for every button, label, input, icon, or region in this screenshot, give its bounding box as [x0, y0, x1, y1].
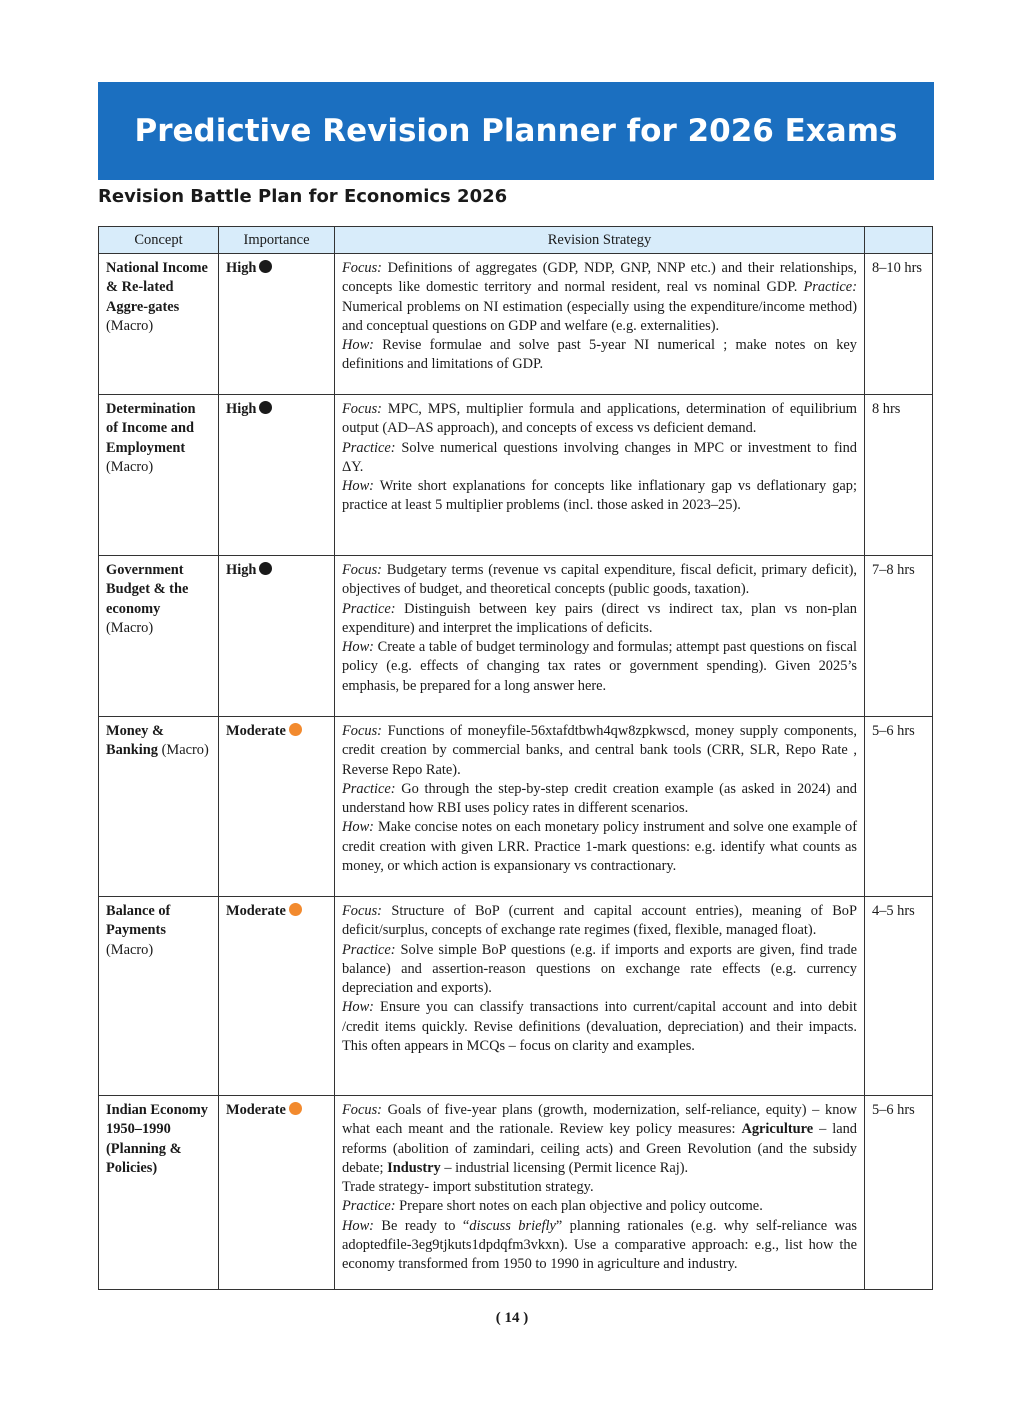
hours-cell: 5–6 hrs [865, 717, 933, 897]
hours-cell: 7–8 hrs [865, 556, 933, 717]
strategy-text: Structure of BoP (current and capital account entries), meaning of BoP deficit/surplus, concepts of exchange rate regimes (fixed, flexible, managed float). [342, 903, 857, 939]
concept-scope: (Macro) [106, 458, 154, 475]
strategy-text: Trade strategy- import substitution strategy. [342, 1179, 594, 1196]
strategy-cell [335, 1096, 865, 1290]
column-header-concept: Concept [99, 227, 219, 254]
table-row [99, 556, 933, 717]
concept-name: National Income & Re-lated Aggre-gates [106, 260, 208, 315]
concept-name: Balance of Payments [106, 903, 171, 939]
strategy-text: Goals of five-year plans (growth, modernization, self-reliance, equity) – know what each meant and the rationale. Review key policy measures: [342, 1102, 857, 1138]
importance-cell [219, 395, 335, 556]
strategy-text: Go through the step-by-step credit creation example (as asked in 2024) and understand how RBI uses policy rates in different scenarios. [342, 780, 857, 817]
importance-dot-icon [259, 260, 272, 273]
strategy-label: How: [342, 1217, 374, 1234]
strategy-label: Practice: [342, 439, 396, 456]
strategy-label: Focus: [342, 260, 382, 276]
strategy-label: Focus: [342, 1102, 382, 1118]
importance-dot-icon [259, 562, 272, 575]
strategy-label: Focus: [342, 562, 382, 578]
strategy-label: Practice: [803, 279, 857, 296]
column-header-strategy: Revision Strategy [335, 227, 865, 254]
hours-cell: 5–6 hrs [865, 1096, 933, 1290]
strategy-text: Solve simple BoP questions (e.g. if imports and exports are given, find trade balance) and assertion-reason questions on exchange rate effects (e.g. currency depreciation and exports). [342, 941, 857, 997]
table-body [99, 254, 933, 1290]
strategy-label: Focus: [342, 723, 382, 739]
strategy-label: Focus: [342, 401, 382, 417]
importance-dot-icon [289, 1102, 302, 1115]
strategy-label: Focus: [342, 903, 382, 919]
strategy-text: Definitions of aggregates (GDP, NDP, GNP, NNP etc.) and their relationships, concepts like domestic territory and normal resident, real vs nominal GDP. [342, 260, 857, 296]
concept-scope: (Macro) [106, 317, 154, 334]
section-title: Revision Battle Plan for Economics 2026 [98, 186, 508, 207]
strategy-text: Solve numerical questions involving changes in MPC or investment to find ΔY. [342, 439, 857, 475]
strategy-text: Be ready to “ [373, 1217, 470, 1234]
table-row [99, 717, 933, 897]
concept-cell [99, 717, 219, 897]
strategy-text: ” planning rationales (e.g. why self-reliance was adoptedfile-3eg9tjkuts1dpdqfm3vkxn). Use a comparative approach: e.g., list how the economy transformed from 1950 to 1990 in agriculture and industry. [342, 1217, 858, 1273]
page-title: Predictive Revision Planner for 2026 Exams [134, 113, 898, 149]
importance-cell [219, 254, 335, 395]
importance-label: Moderate [226, 903, 286, 919]
hours-cell: 8–10 hrs [865, 254, 933, 395]
column-header-importance: Importance [219, 227, 335, 254]
strategy-cell [335, 395, 865, 556]
strategy-cell [335, 897, 865, 1096]
strategy-label: Practice: [342, 780, 396, 797]
strategy-text: Revise formulae and solve past 5-year NI numerical ; make notes on key definitions and limitations of GDP. [342, 337, 857, 373]
importance-dot-icon [259, 401, 272, 414]
strategy-bold-term: Agriculture [741, 1121, 814, 1138]
strategy-label: How: [342, 639, 374, 656]
table-row [99, 395, 933, 556]
concept-name: Government Budget & the economy [106, 562, 189, 617]
importance-label: High [226, 562, 257, 578]
concept-scope: (Macro) [106, 941, 154, 958]
concept-cell [99, 254, 219, 395]
strategy-cell [335, 717, 865, 897]
hours-cell: 4–5 hrs [865, 897, 933, 1096]
concept-cell [99, 1096, 219, 1290]
strategy-label: How: [342, 337, 374, 354]
concept-name: Determination of Income and Employment [106, 401, 196, 456]
importance-dot-icon [289, 903, 302, 916]
strategy-cell [335, 556, 865, 717]
strategy-text: Write short explanations for concepts like inflationary gap vs deflationary gap; practice at least 5 multiplier problems (incl. those asked in 2023–25). [342, 478, 857, 514]
importance-label: Moderate [226, 1102, 286, 1118]
strategy-text: – industrial licensing (Permit licence Raj). [440, 1159, 689, 1176]
importance-label: High [226, 401, 257, 417]
revision-plan-table [98, 226, 933, 1290]
strategy-label: How: [342, 999, 374, 1016]
page-number: ( 14 ) [495, 1310, 529, 1326]
strategy-italic-term: discuss briefly [469, 1217, 556, 1234]
table-row [99, 897, 933, 1096]
strategy-text: Prepare short notes on each plan objective and policy outcome. [395, 1198, 763, 1215]
concept-cell [99, 556, 219, 717]
concept-scope: (Macro) [161, 742, 209, 759]
importance-cell [219, 556, 335, 717]
strategy-label: Practice: [342, 1198, 396, 1215]
strategy-text: Create a table of budget terminology and formulas; attempt past questions on fiscal policy (e.g. effects of changing tax rates or government spending). Given 2025’s emphasis, be prepared for a long answer here. [342, 639, 857, 694]
table-row [99, 254, 933, 395]
concept-cell [99, 395, 219, 556]
table-header-row [99, 227, 933, 254]
concept-scope: (Macro) [106, 619, 154, 636]
concept-name: Money & Banking [106, 723, 164, 759]
strategy-text: Functions of moneyfile-56xtafdtbwh4qw8zpkwscd, money supply components, credit creation by commercial banks, and central bank tools (CRR, SLR, Repo Rate , Reverse Repo Rate). [342, 723, 857, 778]
strategy-text: – land reforms (abolition of zamindari, ceiling acts) and Green Revolution (and the subsidy debate; [342, 1121, 857, 1176]
importance-label: Moderate [226, 723, 286, 739]
strategy-label: How: [342, 478, 374, 495]
strategy-bold-term: Industry [387, 1159, 441, 1176]
strategy-label: Practice: [342, 941, 396, 958]
strategy-text: Make concise notes on each monetary policy instrument and solve one example of credit creation with given LRR. Practice 1-mark questions: e.g. identify what counts as money, or which action is expansionary vs contractionary. [342, 819, 857, 875]
strategy-text: Distinguish between key pairs (direct vs indirect tax, plan vs non-plan expenditure) and interpret the implications of deficits. [342, 600, 857, 636]
importance-cell [219, 1096, 335, 1290]
hours-cell: 8 hrs [865, 395, 933, 556]
strategy-cell [335, 254, 865, 395]
column-header-hours [865, 227, 933, 254]
importance-label: High [226, 260, 257, 276]
concept-name: Indian Economy 1950–1990 (Planning & Policies) [106, 1102, 208, 1176]
strategy-text: MPC, MPS, multiplier formula and applications, determination of equilibrium output (AD–AS approach), and concepts of excess vs deficient demand. [342, 401, 857, 437]
concept-cell [99, 897, 219, 1096]
importance-dot-icon [289, 723, 302, 736]
strategy-text: Numerical problems on NI estimation (especially using the expenditure/income method) and conceptual questions on GDP and welfare (e.g. externalities). [342, 298, 857, 334]
importance-cell [219, 717, 335, 897]
importance-cell [219, 897, 335, 1096]
strategy-text: Budgetary terms (revenue vs capital expenditure, fiscal deficit, primary deficit), objectives of budget, and theoretical concepts (public goods, taxation). [342, 562, 857, 598]
page-banner [98, 82, 934, 180]
strategy-text: Ensure you can classify transactions into current/capital account and into debit /credit items quickly. Revise definitions (devaluation, depreciation) and their impacts. This often appears in MCQs – focus on clarity and examples. [342, 999, 857, 1055]
table-row [99, 1096, 933, 1290]
strategy-label: Practice: [342, 600, 396, 617]
strategy-label: How: [342, 819, 374, 836]
